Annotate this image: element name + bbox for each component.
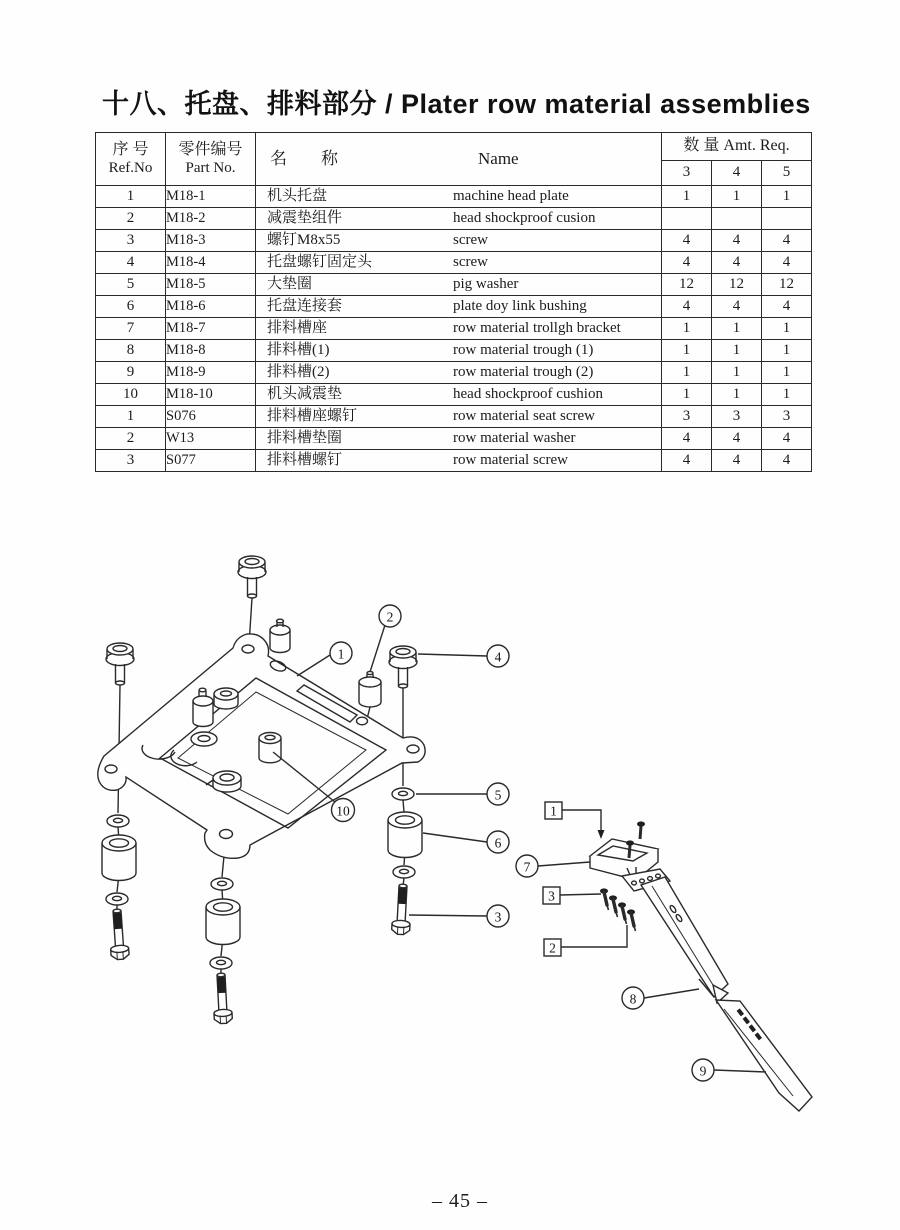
name-en: row material trough (2) xyxy=(453,363,594,380)
name-en: plate doy link bushing xyxy=(453,297,587,314)
plate-boss-flange xyxy=(214,688,238,709)
qty-4-cell: 1 xyxy=(712,362,762,384)
seat-screw-icon xyxy=(600,888,609,910)
name-zh: 托盘连接套 xyxy=(267,297,343,314)
bushing-icon xyxy=(388,812,422,858)
svg-text:4: 4 xyxy=(494,649,502,665)
name-en: row material trough (1) xyxy=(453,341,594,358)
callout-2 xyxy=(379,605,401,627)
qty-4-cell: 1 xyxy=(712,384,762,406)
qty-3-cell: 4 xyxy=(662,428,712,450)
name-zh: 排料槽垫圈 xyxy=(267,429,343,446)
svg-text:7: 7 xyxy=(523,859,531,875)
svg-text:10: 10 xyxy=(336,803,350,819)
qty-5-cell: 12 xyxy=(762,274,812,296)
name-zh: 机头托盘 xyxy=(267,187,328,204)
qty-3-cell: 1 xyxy=(662,318,712,340)
seat-screw-icon xyxy=(609,895,618,917)
svg-text:5: 5 xyxy=(494,787,502,803)
ref-no-cell: 9 xyxy=(96,362,166,384)
header-name-zh: 名 称 xyxy=(270,149,338,169)
name-en: screw xyxy=(453,253,488,270)
seat-screw-icon xyxy=(618,902,627,924)
callout-box-1 xyxy=(545,802,562,819)
qty-5-cell: 4 xyxy=(762,450,812,472)
callout-leader xyxy=(562,810,601,830)
part-no-cell: M18-8 xyxy=(166,340,256,362)
svg-text:9: 9 xyxy=(699,1063,707,1079)
plate-round-boss xyxy=(191,732,217,746)
name-zh: 排料槽螺钉 xyxy=(267,451,343,468)
header-ref-zh: 序 号 xyxy=(112,140,149,158)
ref-no-cell: 6 xyxy=(96,296,166,318)
part-no-cell: M18-3 xyxy=(166,230,256,252)
ref-no-cell: 3 xyxy=(96,450,166,472)
ref-no-cell: 2 xyxy=(96,208,166,230)
ref-no-cell: 2 xyxy=(96,428,166,450)
ref-no-cell: 8 xyxy=(96,340,166,362)
part-no-cell: M18-7 xyxy=(166,318,256,340)
name-en: row material trollgh bracket xyxy=(453,319,621,336)
qty-4-cell: 1 xyxy=(712,186,762,208)
qty-4-cell: 12 xyxy=(712,274,762,296)
shockproof-pad-part-10 xyxy=(259,733,281,763)
callout-box-2 xyxy=(544,939,561,956)
name-zh: 托盘螺钉固定头 xyxy=(267,253,373,270)
seat-screw-icon xyxy=(627,909,636,931)
qty-3-cell: 1 xyxy=(662,384,712,406)
ref-no-cell: 4 xyxy=(96,252,166,274)
name-zh: 大垫圈 xyxy=(267,275,313,292)
part-no-cell: M18-1 xyxy=(166,186,256,208)
qty-5-cell: 1 xyxy=(762,362,812,384)
qty-5-cell: 4 xyxy=(762,252,812,274)
hex-bolt-icon xyxy=(108,909,129,960)
qty-3-cell: 4 xyxy=(662,450,712,472)
header-qty-3: 3 xyxy=(662,160,712,185)
qty-5-cell: 4 xyxy=(762,230,812,252)
header-qty-4: 4 xyxy=(712,160,762,185)
callout-6 xyxy=(487,831,509,853)
qty-3-cell: 4 xyxy=(662,230,712,252)
callout-8 xyxy=(622,987,644,1009)
qty-4-cell: 4 xyxy=(712,450,762,472)
shoulder-screw-icon xyxy=(389,646,417,688)
qty-4-cell: 4 xyxy=(712,252,762,274)
part-no-cell: W13 xyxy=(166,428,256,450)
page-title: 十八、托盘、排料部分 / Plater row material assemblies xyxy=(102,89,811,119)
callout-7 xyxy=(516,855,538,877)
hex-bolt-icon xyxy=(391,884,412,935)
qty-3-cell: 4 xyxy=(662,296,712,318)
screw-fix-head-part-2 xyxy=(359,671,381,707)
callout-leader xyxy=(644,989,699,998)
qty-4-cell: 4 xyxy=(712,428,762,450)
part-no-cell: M18-9 xyxy=(166,362,256,384)
plate-boss-nipple xyxy=(270,619,290,652)
name-en: head shockproof cushion xyxy=(453,385,603,402)
name-zh: 机头减震垫 xyxy=(267,385,343,402)
svg-text:3: 3 xyxy=(494,909,502,925)
name-zh: 排料槽(1) xyxy=(267,341,330,358)
callout-4 xyxy=(487,645,509,667)
qty-4-cell: 4 xyxy=(712,230,762,252)
callout-leader xyxy=(538,862,590,866)
qty-5-cell: 1 xyxy=(762,384,812,406)
name-en: head shockproof cusion xyxy=(453,209,596,226)
callout-leader xyxy=(561,925,627,947)
callout-leader xyxy=(423,833,487,842)
qty-4-cell: 3 xyxy=(712,406,762,428)
leader-line xyxy=(403,800,404,812)
callout-leader xyxy=(370,625,385,672)
qty-3-cell: 1 xyxy=(662,186,712,208)
qty-3-cell: 12 xyxy=(662,274,712,296)
name-en: row material seat screw xyxy=(453,407,596,424)
svg-text:1: 1 xyxy=(550,803,557,819)
trough-1-part-8 xyxy=(641,877,728,997)
qty-5-cell: 3 xyxy=(762,406,812,428)
callout-1 xyxy=(330,642,352,664)
svg-text:2: 2 xyxy=(386,609,394,625)
page-number: – 45 – xyxy=(432,1190,488,1212)
svg-text:6: 6 xyxy=(494,835,502,851)
washer-icon xyxy=(106,893,128,905)
trough-2-part-9 xyxy=(716,1000,812,1111)
ref-no-cell: 7 xyxy=(96,318,166,340)
ref-no-cell: 3 xyxy=(96,230,166,252)
header-qty-5: 5 xyxy=(762,160,812,185)
qty-4-cell: 1 xyxy=(712,318,762,340)
washer-icon xyxy=(393,866,415,878)
callout-9 xyxy=(692,1059,714,1081)
name-zh: 排料槽座 xyxy=(267,319,328,336)
arrow-down-icon xyxy=(598,830,605,839)
name-en: row material screw xyxy=(453,451,568,468)
part-no-cell: M18-2 xyxy=(166,208,256,230)
name-en: machine head plate xyxy=(453,187,569,204)
ref-no-cell: 1 xyxy=(96,186,166,208)
bushing-icon xyxy=(102,835,136,881)
bracket-screw-icon xyxy=(637,821,645,839)
washer-icon xyxy=(107,815,129,827)
name-zh: 螺钉M8x55 xyxy=(267,231,341,248)
shoulder-screw-icon xyxy=(238,556,266,598)
part-no-cell: M18-10 xyxy=(166,384,256,406)
washer-icon xyxy=(210,957,232,969)
svg-text:1: 1 xyxy=(337,646,345,662)
qty-5-cell: 1 xyxy=(762,340,812,362)
plate-assembly-drawing xyxy=(98,556,425,1024)
ref-no-cell: 10 xyxy=(96,384,166,406)
qty-3-cell: 1 xyxy=(662,340,712,362)
callout-leader xyxy=(297,655,330,676)
name-en: pig washer xyxy=(453,275,519,292)
name-zh: 排料槽座螺钉 xyxy=(267,407,358,424)
callout-box-3 xyxy=(543,887,560,904)
qty-4-cell: 1 xyxy=(712,340,762,362)
header-ref-en: Ref.No xyxy=(108,159,153,176)
qty-5-cell: 4 xyxy=(762,296,812,318)
washer-icon xyxy=(211,878,233,890)
qty-3-cell: 4 xyxy=(662,252,712,274)
name-en: row material washer xyxy=(453,429,576,446)
callout-10 xyxy=(332,799,355,822)
shoulder-screw-icon xyxy=(106,643,134,685)
callout-leader xyxy=(409,915,487,916)
hex-bolt-icon xyxy=(212,973,233,1024)
part-no-cell: M18-6 xyxy=(166,296,256,318)
svg-text:2: 2 xyxy=(549,940,556,956)
callouts xyxy=(273,605,766,1081)
callout-leader xyxy=(560,894,601,895)
qty-5-cell: 1 xyxy=(762,318,812,340)
washer-icon xyxy=(392,788,414,800)
ref-no-cell: 5 xyxy=(96,274,166,296)
callout-leader xyxy=(714,1070,766,1072)
part-no-cell: M18-5 xyxy=(166,274,256,296)
header-part-zh: 零件编号 xyxy=(178,140,243,158)
svg-text:3: 3 xyxy=(548,888,555,904)
part-no-cell: S076 xyxy=(166,406,256,428)
header-name-en: Name xyxy=(478,149,519,169)
qty-5-cell: 4 xyxy=(762,428,812,450)
callout-5 xyxy=(487,783,509,805)
qty-3-cell: 1 xyxy=(662,362,712,384)
ref-no-cell: 1 xyxy=(96,406,166,428)
svg-text:8: 8 xyxy=(629,991,637,1007)
header-part-en: Part No. xyxy=(185,159,236,176)
header-qty: 数 量 Amt. Req. xyxy=(662,133,812,161)
qty-4-cell: 4 xyxy=(712,296,762,318)
qty-3-cell: 3 xyxy=(662,406,712,428)
name-en: screw xyxy=(453,231,488,248)
name-zh: 排料槽(2) xyxy=(267,363,330,380)
qty-5-cell: 1 xyxy=(762,186,812,208)
bushing-icon xyxy=(206,899,240,945)
part-no-cell: M18-4 xyxy=(166,252,256,274)
leader-line xyxy=(222,856,224,877)
part-no-cell: S077 xyxy=(166,450,256,472)
callout-leader xyxy=(418,654,487,656)
callout-3 xyxy=(487,905,509,927)
name-zh: 减震垫组件 xyxy=(267,209,343,226)
